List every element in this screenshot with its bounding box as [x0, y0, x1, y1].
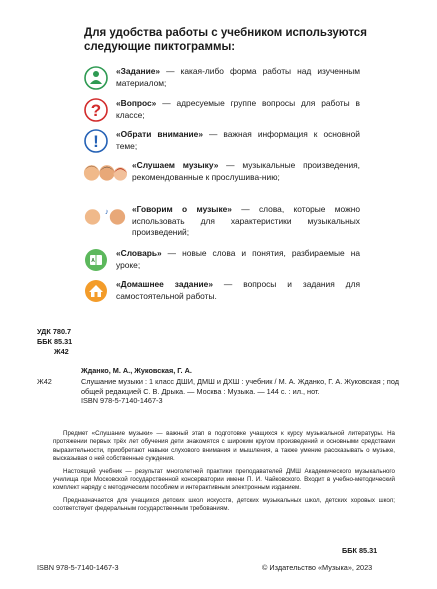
- annotation-paragraph: Предназначается для учащихся детских школ искусств, детских музыкальных школ, детских хоровых школ; соответствует федеральным государственным требованиям.: [53, 496, 395, 513]
- bibliography-record: [37, 377, 397, 406]
- legend-text-assignment: «Задание» — какая-либо форма работы над изученным материалом;: [116, 66, 360, 88]
- talk-music-icon: [82, 204, 128, 228]
- author-mark: Ж42: [54, 347, 69, 356]
- dictionary-icon: [84, 248, 108, 272]
- footer-isbn: ISBN 978-5-7140-1467-3: [37, 563, 119, 572]
- attention-icon: [84, 129, 108, 153]
- annotation: [53, 430, 395, 514]
- listen-music-icon: [82, 160, 128, 184]
- assignment-icon: [84, 66, 108, 90]
- question-icon: [84, 98, 108, 122]
- annotation-paragraph: Настоящий учебник — результат многолетней практики преподавателей ДМШ Академического музыкального училища при Московской государственной консерватории имени П. И. Чайковского. Входит в учебно-методический комплект наряду с методическим пособием и интерактивным электронным изданием.: [53, 467, 395, 492]
- homework-icon: [84, 279, 108, 303]
- svg-text:?: ?: [90, 101, 102, 120]
- legend-text-question: «Вопрос» — адресуемые группе вопросы для работы в классе;: [116, 98, 360, 120]
- legend-text-listen-music: «Слушаем музыку» — музыкальные произведения, рекомендованные к прослушива-нию;: [132, 160, 360, 182]
- legend-text-attention: «Обрати внимание» — важная информация к основной теме;: [116, 129, 360, 151]
- bibliography-description: Слушание музыки : 1 класс ДШИ, ДМШ и ДХШ : учебник / М. А. Жданко, Г. А. Жуковская ; под общей редакцией С. В. Дрыка. — Москва : Музыка. — 144 с. : ил., нот.: [81, 377, 399, 396]
- bibliography-isbn: ISBN 978-5-7140-1467-3: [81, 396, 163, 405]
- annotation-paragraph: Предмет «Слушание музыки» — важный этап в подготовке учащихся к курсу музыкальной литературы. На протяжении первых трёх лет обучения дети знакомятся с широким кругом произведений и основными средствами выразительности, приобретают навыки слухового внимания и мышления, а также умение рассказывать о музыке, высказывая о ней собственные суждения.: [53, 430, 395, 463]
- legend-text-talk-music: «Говорим о музыке» — слова, которые можно использовать для характеристики музыкальных произведений;: [132, 204, 360, 237]
- legend-text-dictionary: «Словарь» — новые слова и понятия, разбираемые на уроке;: [116, 248, 360, 270]
- page-heading: Для удобства работы с учебником используются следующие пиктограммы:: [84, 27, 367, 53]
- svg-text:!: !: [93, 132, 99, 151]
- svg-text:♪: ♪: [105, 207, 109, 217]
- udk-code: УДК 780.7: [37, 327, 72, 336]
- footer-bbk: ББК 85.31: [342, 546, 378, 555]
- bibliography-index: Ж42: [37, 377, 52, 386]
- svg-text:А: А: [91, 258, 95, 264]
- footer-copyright: © Издательство «Музыка», 2023: [262, 563, 373, 572]
- bibliography-authors: Жданко, М. А., Жуковская, Г. А.: [81, 366, 192, 375]
- legend-text-homework: «Домашнее задание» — вопросы и задания для самостоятельной работы.: [116, 279, 360, 301]
- bbk-code: ББК 85.31: [37, 337, 73, 346]
